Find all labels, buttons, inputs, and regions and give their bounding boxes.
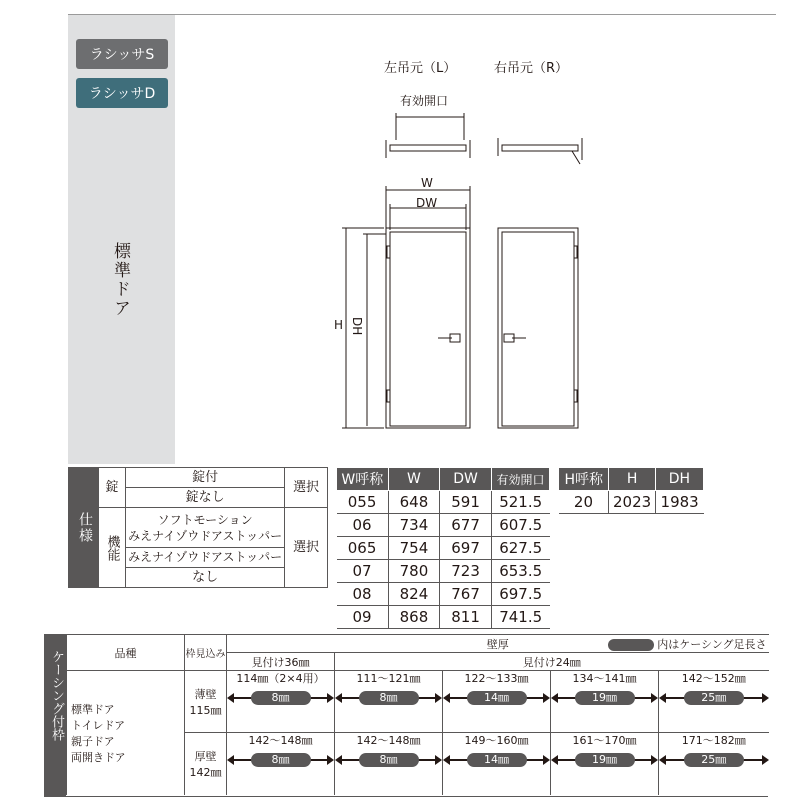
thin-wall-label: 薄壁	[194, 687, 217, 701]
kind-item: 標準ドア	[71, 702, 115, 716]
right-hinge-label: 右吊元（R）	[494, 61, 569, 76]
casing-cell	[227, 671, 335, 733]
table-row	[337, 491, 550, 514]
dw-label: DW	[416, 196, 438, 210]
casing-cell	[551, 671, 659, 733]
frame-header: 枠見込み	[185, 635, 227, 671]
cell: 653.5	[491, 560, 549, 583]
table-row	[337, 560, 550, 583]
wall-range: 122〜133㎜	[464, 672, 529, 685]
thick-wall-size: 142㎜	[189, 765, 222, 779]
wall-range: 161〜170㎜	[572, 734, 637, 747]
casing-cell	[335, 671, 443, 733]
col-header: H呼称	[559, 468, 609, 491]
legend-text: 内はケーシング足長さ	[657, 638, 767, 651]
cell: 677	[440, 514, 492, 537]
left-hinge-label: 左吊元（L）	[384, 61, 457, 76]
kind-header: 品種	[67, 635, 185, 671]
sub-header-36: 見付け36㎜	[227, 653, 335, 671]
lock-label: 錠	[99, 468, 126, 508]
col-header: W呼称	[337, 468, 389, 491]
thick-wall-label: 厚壁	[194, 749, 217, 763]
casing-length-pill: 8㎜	[251, 753, 311, 767]
casing-cell	[335, 733, 443, 795]
cell: 648	[388, 491, 440, 514]
casing-table	[66, 634, 769, 795]
legend-pill	[608, 639, 654, 651]
wall-range: 171〜182㎜	[681, 734, 746, 747]
kinds-cell	[67, 671, 185, 795]
dimension-arrow	[335, 753, 442, 767]
casing-length-pill: 14㎜	[467, 753, 527, 767]
casing-length-pill: 19㎜	[575, 753, 635, 767]
casing-length-pill: 25㎜	[684, 753, 744, 767]
lock-select: 選択	[285, 468, 328, 508]
cell: 07	[337, 560, 389, 583]
casing-cell	[659, 733, 769, 795]
function-option: なし	[125, 568, 284, 588]
h-label: H	[334, 318, 344, 332]
thick-wall-cell	[185, 733, 227, 795]
dimension-arrow	[443, 691, 550, 705]
cell: 065	[337, 537, 389, 560]
lock-option: 錠なし	[125, 488, 284, 508]
cell: 08	[337, 583, 389, 606]
col-header: DH	[655, 468, 703, 491]
function-option: みえナイゾウドアストッパー	[125, 548, 284, 568]
wall-range: 111〜121㎜	[356, 672, 421, 685]
cell: 697	[440, 537, 492, 560]
side-label: 標準ドア	[110, 242, 130, 318]
cell: 2023	[609, 491, 655, 514]
cell: 868	[388, 606, 440, 629]
cell: 754	[388, 537, 440, 560]
casing-length-pill: 8㎜	[359, 691, 419, 705]
casing-length-pill: 14㎜	[467, 691, 527, 705]
opening-label: 有効開口	[400, 94, 449, 108]
table-row	[337, 583, 550, 606]
wall-range: 142〜152㎜	[681, 672, 746, 685]
col-header: DW	[440, 468, 492, 491]
tab-lasissa-d[interactable]: ラシッサD	[76, 78, 168, 108]
casing-length-pill: 25㎜	[684, 691, 744, 705]
legend	[608, 636, 767, 652]
casing-length-pill: 8㎜	[359, 753, 419, 767]
dimension-arrow	[659, 691, 769, 705]
cell: 767	[440, 583, 492, 606]
casing-length-pill: 8㎜	[251, 691, 311, 705]
casing-length-pill: 19㎜	[575, 691, 635, 705]
kind-item: 親子ドア	[71, 734, 115, 748]
wall-header	[227, 635, 769, 653]
sub-header-24: 見付け24㎜	[335, 653, 769, 671]
thin-wall-cell	[185, 671, 227, 733]
kind-item: トイレドア	[71, 718, 126, 732]
cell: 607.5	[491, 514, 549, 537]
wall-range: 149〜160㎜	[464, 734, 529, 747]
tab-lasissa-s[interactable]: ラシッサS	[76, 39, 168, 69]
wall-range: 114㎜（2×4用）	[236, 672, 325, 685]
casing-section-header	[44, 634, 66, 796]
thin-wall-size: 115㎜	[189, 703, 222, 717]
cell: 824	[388, 583, 440, 606]
col-header: W	[388, 468, 440, 491]
dimension-arrow	[335, 691, 442, 705]
cell: 723	[440, 560, 492, 583]
width-table	[336, 467, 550, 629]
cell: 734	[388, 514, 440, 537]
cell: 521.5	[491, 491, 549, 514]
cell: 741.5	[491, 606, 549, 629]
casing-cell	[227, 733, 335, 795]
dh-label: DH	[350, 317, 364, 336]
function-select: 選択	[285, 508, 328, 588]
cell: 591	[440, 491, 492, 514]
wall-range: 142〜148㎜	[248, 734, 313, 747]
dimension-arrow	[227, 753, 334, 767]
height-table	[558, 467, 704, 514]
dimension-arrow	[551, 753, 658, 767]
dimension-arrow	[227, 691, 334, 705]
w-label: W	[421, 176, 433, 190]
lock-option: 錠付	[125, 468, 284, 488]
col-header: H	[609, 468, 655, 491]
casing-cell	[659, 671, 769, 733]
dimension-arrow	[659, 753, 769, 767]
function-option: ソフトモーション みえナイゾウドアストッパー	[125, 508, 284, 548]
table-row	[337, 606, 550, 629]
function-label: 機能	[99, 508, 126, 588]
casing-cell	[443, 733, 551, 795]
kind-item: 両開きドア	[71, 750, 126, 764]
casing-cell	[443, 671, 551, 733]
table-row	[559, 491, 704, 514]
cell: 697.5	[491, 583, 549, 606]
casing-label: ケーシング付枠	[49, 650, 64, 741]
dimension-arrow	[443, 753, 550, 767]
wall-range: 142〜148㎜	[356, 734, 421, 747]
cell: 09	[337, 606, 389, 629]
spec-label: 仕様	[77, 512, 93, 544]
spec-section-header	[68, 467, 98, 588]
cell: 055	[337, 491, 389, 514]
cell: 627.5	[491, 537, 549, 560]
casing-bottom-rule	[44, 796, 768, 797]
cell: 780	[388, 560, 440, 583]
spec-table	[98, 467, 328, 588]
col-header: 有効開口	[491, 468, 549, 491]
cell: 1983	[655, 491, 703, 514]
wall-header-label: 壁厚	[486, 637, 509, 651]
cell: 20	[559, 491, 609, 514]
cell: 811	[440, 606, 492, 629]
casing-cell	[551, 733, 659, 795]
dimension-arrow	[551, 691, 658, 705]
table-row	[337, 514, 550, 537]
wall-range: 134〜141㎜	[572, 672, 637, 685]
cell: 06	[337, 514, 389, 537]
table-row	[337, 537, 550, 560]
